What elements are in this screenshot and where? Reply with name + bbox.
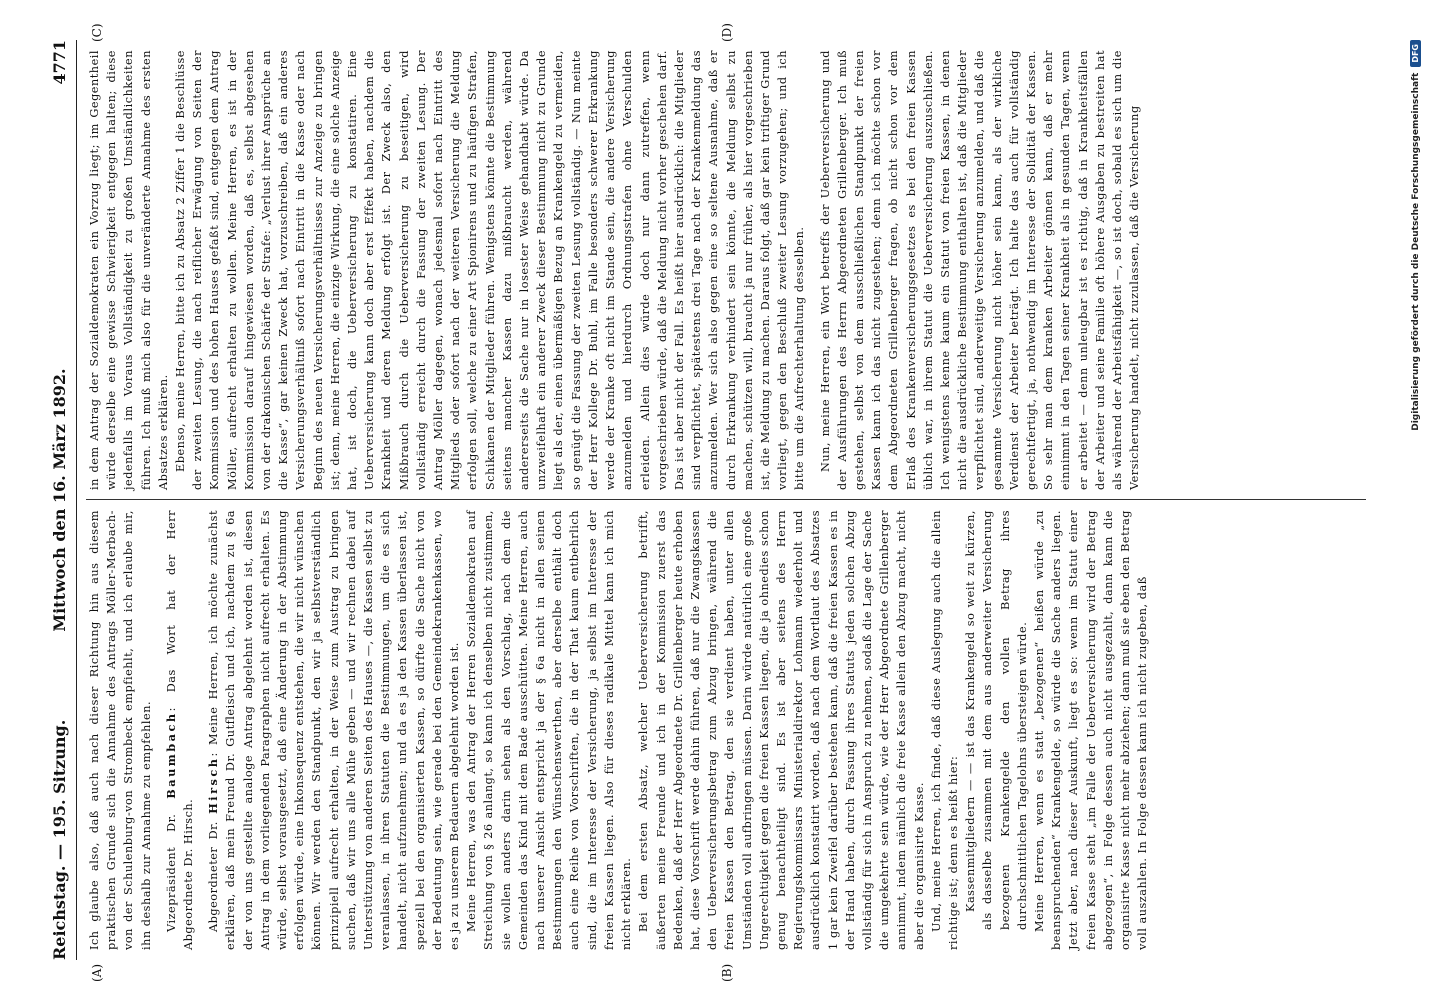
- left-paragraph: Meine Herren, was den Antrag der Herren Sozialdemokraten auf Streichung von § 26 anlangt, so kann ich denselben nicht zustimmen, sie wollen anders darin sehen als den Vorschlag, nach dem die Gemeinden das Kind mit dem Bade ausschütten. Meine Herren, auch nach unserer Ansicht entspricht ja der § 6a nicht in allen seinen Bestimmungen den Wünschenswerthen, aber derselbe enthält doch auch eine Reihe von Vorschriften, die in der That kaum entbehrlich sind, die im Interesse der Versicherung, ja selbst im Interesse der freien Kassen liegen. Also für dieses radikale Mittel kann ich mich nicht erklären.: [465, 510, 634, 950]
- header-left: Reichstag. — 195. Sitzung.: [50, 719, 69, 960]
- margin-mark-a: (A): [90, 963, 104, 982]
- page-header: [50, 40, 72, 960]
- left-paragraph: Und, meine Herren, ich finde, daß diese Auslegung auch die allein richtige ist; denn es heißt hier:: [929, 510, 960, 950]
- speaker-name: Hirsch: [206, 756, 221, 814]
- speaker-paragraph: [163, 510, 197, 950]
- speaker-title: Abgeordneter Dr.: [207, 813, 221, 932]
- right-column: [86, 50, 1143, 490]
- speaker-title: Vizepräsident Dr.: [164, 798, 178, 932]
- speaker-text: : Meine Herren, ich möchte zunächst erklären, daß mein Freund Dr. Gutfleisch und ich, nachdem zu § 6a der von uns gestellte analoge Antrag abgelehnt worden ist, diesen Antrag in dem vorliegenden Paragraphen nicht aufrecht erhalten. Es würde, selbst vorausgesetzt, daß eine Änderung in der Abstimmung erfolgen würde, eine Inkonsequenz entstehen, die wir nicht wünschen können. Wir werden den Standpunkt, den wir ja selbstverständlich prinzipiell aufrecht erhalten, in der Weise zum Austrag zu bringen suchen, daß wir uns alle Mühe geben — und wir rechnen dabei auf Unterstützung von anderen Seiten des Hauses —, die Kassen selbst zu veranlassen, in ihren Statuten die Bestimmungen, um die es sich handelt, nicht aufzunehmen; und da es ja den Kassen überlassen ist, speziell bei den organisierten Kassen, so dürfte die Sache nicht von der Bedeutung sein, wie gerade bei den Gemeindekrankenkassen, wo es ja zu unserem Bedauern abgelehnt worden ist.: [207, 510, 462, 950]
- header-date: Mittwoch den 16. März 1892.: [50, 368, 69, 632]
- margin-mark-b: (B): [720, 963, 734, 982]
- speaker-text: : Das Wort hat der Herr Abgeordnete Dr. Hirsch.: [164, 510, 196, 950]
- digitization-credit: [1410, 0, 1421, 1000]
- dfg-logo: DFG: [1410, 40, 1421, 67]
- margin-mark-c: (C): [90, 23, 104, 42]
- speaker-paragraph: [205, 510, 463, 950]
- speaker-name: Baumbach: [163, 711, 178, 799]
- left-paragraph: Bei dem ersten Absatz, welcher Ueberversicherung betrifft, äußerten meine Freunde und ich in der Kommission zuerst das Bedenken, daß der Herr Abgeordnete Dr. Grillenberger heute erhoben hat, diese Vorschrift werde dahin führen, daß nur die Zwangskassen den Ueberversicherungsbetrag zum Abzug bringen, während die freien Kassen den Betrag, den sie verdient haben, unter allen Umständen voll aufbringen müssen. Darin würde natürlich eine große Ungerechtigkeit gegen die freien Kassen liegen, die ja ohnedies schon genug benachtheiligt sind. Es ist aber seitens des Herrn Regierungskommissars Ministerialdirektor Lohmann wiederholt und ausdrücklich konstatirt worden, daß nach dem Wortlaut des Absatzes 1 gar kein Zweifel darüber bestehen kann, daß die freien Kassen es in der Hand haben, durch Fassung ihres Statuts jeden solchen Abzug vollständig für sich in Anspruch zu nehmen, sodaß die Lage der Sache die umgekehrte sein würde, wie der Herr Abgeordnete Grillenberger annimmt, indem nämlich die freie Kasse allein den Abzug macht, nicht aber die organisirte Kasse.: [637, 510, 926, 950]
- credit-text: Digitalisierung gefördert durch die Deutsche Forschungsgemeinschaft: [1411, 72, 1421, 431]
- header-rule: [76, 40, 77, 960]
- quoted-passage: Kassenmitgliedern — — ist das Krankengeld so weit zu kürzen, als dasselbe zusammen mit dem aus anderweiter Versicherung bezogenen Krankengelde den vollen Betrag ihres durchschnittlichen Tagelohns übersteigen würde.: [964, 510, 1029, 930]
- page-number: 4771: [50, 40, 69, 85]
- left-paragraph: Ich glaube also, daß auch nach dieser Richtung hin aus diesem praktischen Grunde sich die Annahme des Antrags Möller-Merbach-von der Schulenburg-von Strombeck empfiehlt, und ich erlaube mir, ihn deshalb zur Annahme zu empfehlen.: [88, 510, 153, 950]
- margin-mark-d: (D): [720, 23, 734, 42]
- left-column: [86, 510, 1151, 950]
- left-paragraph: Meine Herren, wenn es statt „bezogenen“ heißen würde „zu beanspruchenden“ Krankengelde, so würde die Sache anders liegen. Jetzt aber, nach dieser Auskunft, liegt es so: wenn im Statut einer freien Kasse steht „im Falle der Ueberversicherung wird der Betrag abgezogen“, in Folge dessen auch nicht ausgezahlt, dann kann die organisirte Kasse nicht mehr abziehen; dann muß sie eben den Betrag voll auszahlen. In Folge dessen kann ich nicht zugeben, daß: [1032, 510, 1150, 950]
- right-paragraph: in dem Antrag der Sozialdemokraten ein Vorzug liegt; im Gegentheil würde derselbe eine gewisse Schwierigkeit entgegen halten; diese jedenfalls im Voraus Vollständigkeit zu großen Umständlichkeiten führen. Ich muß mich also für die unveränderte Annahme des ersten Absatzes erklären.: [88, 50, 170, 490]
- right-paragraph: Nun, meine Herren, ein Wort betreffs der Ueberversicherung und der Ausführungen des Herrn Abgeordneten Grillenberger. Ich muß gestehen, selbst von dem ausschließlichen Standpunkt der freien Kassen kann ich das nicht zugestehen; denn ich möchte schon vor dem Abgeordneten Grillenberger fragen, ob nicht schon vor dem Erlaß des Krankenversicherungsgesetzes es bei den freien Kassen üblich war, in ihrem Statut die Ueberversicherung auszuschließen. Ich wenigstens kenne kaum ein Statut von freien Kassen, in denen nicht die ausdrückliche Bestimmung enthalten ist, daß die Mitglieder verpflichtet sind, anderweitige Versicherung anzumelden, und daß die gesammte Versicherung nicht höher sein kann, als der wirkliche Verdienst der Arbeiter beträgt. Ich halte das auch für vollständig gerechtfertigt, ja, nothwendig im Interesse der Solidität der Kassen. So sehr man dem kranken Arbeiter gönnen kann, daß er mehr einnimmt in den Tagen seiner Krankheit als in gesunden Tagen, wenn er arbeitet — denn unleugbar ist es richtig, daß in Krankheitsfällen der Arbeiter und seine Familie oft höhere Ausgaben zu bestreiten hat als während der Arbeitsfähigkeit —, so ist doch, sobald es sich um die Versicherung handelt, nicht zuzulassen, daß die Versicherung: [818, 50, 1142, 490]
- column-divider: [86, 499, 1366, 500]
- right-paragraph: Ebenso, meine Herren, bitte ich zu Absatz 2 Ziffer 1 die Beschlüsse der zweiten Lesung, die nach reiflicher Erwägung von Seiten der Kommission und des hohen Hauses gefaßt sind, entgegen dem Antrag Möller, aufrecht erhalten zu wollen. Meine Herren, es ist in der Kommission darauf hingewiesen worden, daß es, selbst abgesehen von der drakonischen Schärfe der Strafe: „Verlust ihrer Ansprüche an die Kasse“, gar keinen Zweck hat, vorzuschreiben, daß ein anderes Versicherungsverhältniß sofort nach Eintritt in die Kasse oder nach Beginn des neuen Versicherungsverhältnisses zur Anzeige zu bringen ist; denn, meine Herren, die einzige Wirkung, die eine solche Anzeige hat, ist doch, die Ueberversicherung zu konstatiren. Eine Ueberversicherung kann doch aber erst Effekt haben, nachdem die Krankheit und deren Meldung erfolgt ist. Der Zweck also, den Mißbrauch durch die Ueberversicherung zu beseitigen, wird vollständig erreicht durch die Fassung der zweiten Lesung. Der Antrag Möller dagegen, wonach jedesmal sofort nach Eintritt des Mitglieds oder sofort nach der weiteren Versicherung die Meldung erfolgen soll, welche zu einer Art Spionirens und zu häufigen Strafen, Schikanen der Mitglieder führen. Wenigstens könnte die Bestimmung seitens mancher Kassen dazu mißbraucht werden, während andererseits die Sache nur in losester Weise gehandhabt würde. Da unzweifelhaft ein anderer Zweck dieser Bestimmung nicht zu Grunde liegt als der, einen übermäßigen Bezug an Krankengeld zu vermeiden, so genügt die Fassung der zweiten Lesung vollständig. — Nun meinte der Herr Kollege Dr. Buhl, im Falle besonders schwerer Erkrankung werde der Kranke oft nicht im Stande sein, die andere Versicherung anzumelden und hierdurch Ordnungsstrafen ohne Verschulden erleiden. Allein dies würde doch nur dann zutreffen, wenn vorgeschrieben würde, daß die Meldung nicht vorher geschehen darf. Das ist aber nicht der Fall. Es heißt hier ausdrücklich: die Mitglieder sind verpflichtet, spätestens drei Tage nach der Krankenmeldung das anzumelden. Wer sich also gegen eine so seltene Ausnahme, daß er durch Erkrankung verhindert sein könnte, die Meldung selbst zu machen, schützen will, braucht ja nur früher, als hier vorgeschrieben ist, die Meldung zu machen. Daraus folgt, daß gar kein triftiger Grund vorliegt, gegen den Beschluß zweiter Lesung vorzugehen; und ich bitte um die Aufrechterhaltung desselben.: [174, 50, 807, 490]
